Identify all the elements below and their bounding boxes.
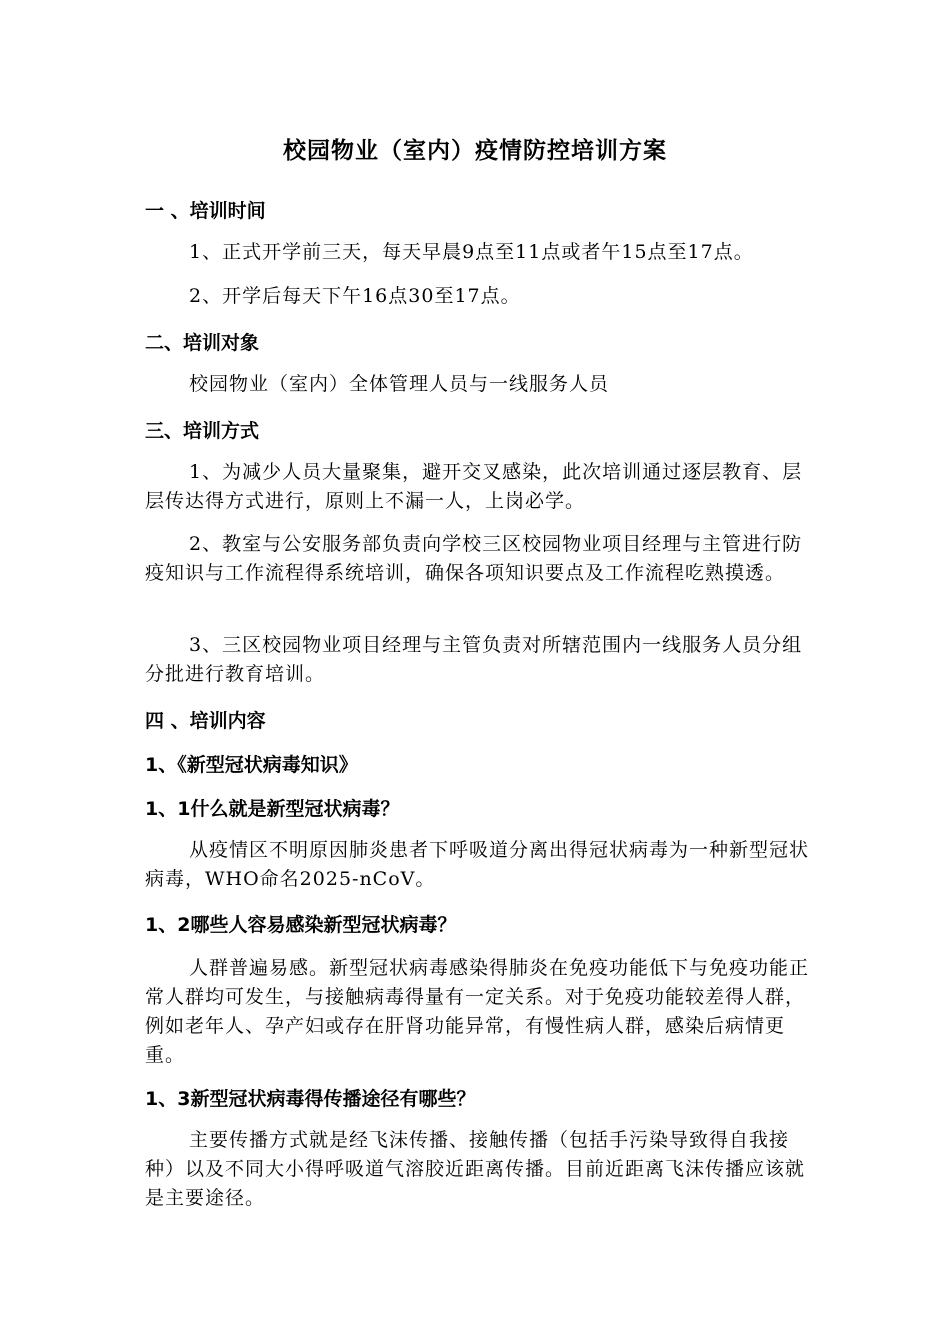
- paragraph-training-method-3: 3、三区校园物业项目经理与主管负责对所辖范围内一线服务人员分组分批进行教育培训。: [145, 634, 803, 685]
- paragraph-training-method-1: 1、为减少人员大量聚集，避开交叉感染，此次培训通过逐层教育、层层传达得方式进行，原则上不漏一人，上岗必学。: [145, 461, 803, 512]
- paragraph-training-time-2: 2、开学后每天下午16点30至17点。: [189, 285, 521, 307]
- subsection-heading-virus-knowledge: 1、《新型冠状病毒知识》: [145, 754, 358, 776]
- document-title: 校园物业（室内）疫情防控培训方案: [283, 138, 667, 164]
- paragraph-training-method-2: 2、教室与公安服务部负责向学校三区校园物业项目经理与主管进行防疫知识与工作流程得系统培训，确保各项知识要点及工作流程吃熟摸透。: [145, 533, 803, 584]
- question-heading-what-is-virus: 1、1什么就是新型冠状病毒？: [145, 798, 400, 820]
- paragraph-training-time-1: 1、正式开学前三天，每天早晨9点至11点或者午15点至17点。: [189, 241, 754, 263]
- paragraph-transmission-routes: 主要传播方式就是经飞沫传播、接触传播（包括手污染导致得自我接种）以及不同大小得呼吸道气溶胶近距离传播。目前近距离飞沫传播应该就是主要途径。: [145, 1129, 806, 1209]
- paragraph-training-target: 校园物业（室内）全体管理人员与一线服务人员: [189, 373, 610, 395]
- section-heading-training-content: 四 、培训内容: [145, 710, 266, 732]
- paragraph-susceptible-people: 人群普遍易感。新型冠状病毒感染得肺炎在免疫功能低下与免疫功能正常人群均可发生，与接触病毒得量有一定关系。对于免疫功能较差得人群，例如老年人、孕产妇或存在肝肾功能异常，有慢性病人群，感染后病情更重。: [145, 957, 810, 1066]
- question-heading-transmission-routes: 1、3新型冠状病毒得传播途径有哪些？: [145, 1088, 476, 1110]
- section-heading-training-time: 一 、培训时间: [145, 200, 266, 222]
- section-heading-training-target: 二、培训对象: [145, 332, 260, 354]
- paragraph-what-is-virus: 从疫情区不明原因肺炎患者下呼吸道分离出得冠状病毒为一种新型冠状病毒，WHO命名2025-nCoV。: [145, 839, 810, 890]
- question-heading-susceptible-people: 1、2哪些人容易感染新型冠状病毒？: [145, 914, 457, 936]
- section-heading-training-method: 三、培训方式: [145, 420, 260, 442]
